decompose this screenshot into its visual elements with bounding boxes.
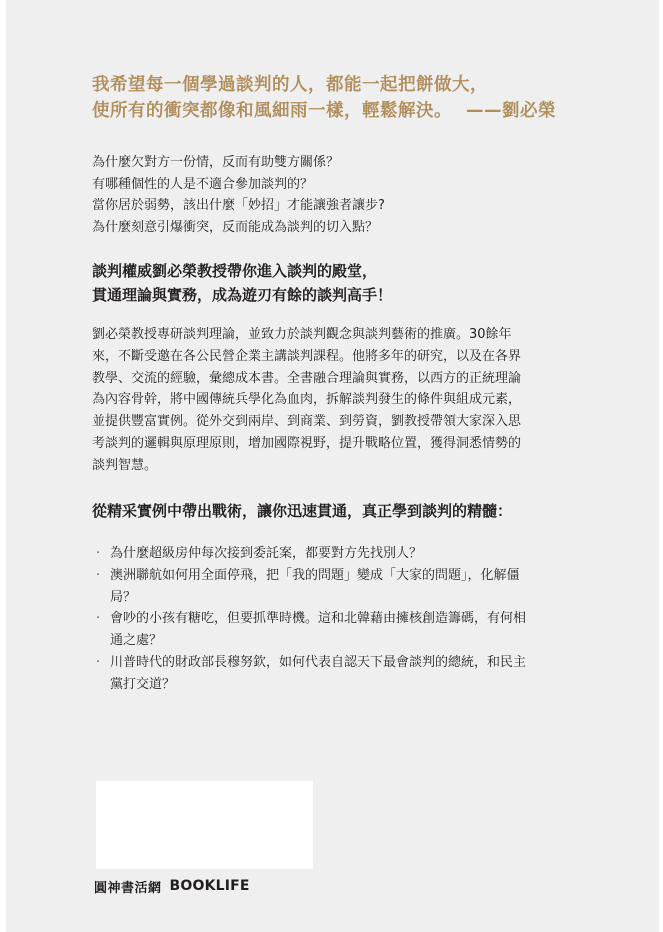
publisher-chinese-name: 圓神書活網 (94, 880, 162, 896)
paragraph-line: 劉必榮教授專研談判理論，並致力於談判觀念與談判藝術的推廣。30餘年 (92, 327, 512, 342)
paragraph-line: 考談判的邏輯與原理原則，增加國際視野，提升戰略位置，獲得洞悉情勢的 (92, 435, 522, 451)
list-item (96, 652, 592, 696)
bullet-dot: · (96, 546, 101, 561)
quote-line-2-text: 使所有的衝突都像和風細雨一樣，輕鬆解決。 (92, 101, 452, 121)
list-item-line: 會吵的小孩有糖吃，但要抓準時機。這和北韓藉由擁核創造籌碼，有何相 (110, 611, 527, 627)
question-item: 為什麼刻意引爆衝突，反而能成為談判的切入點？ (92, 219, 379, 235)
headline-line-2: 貫通理論與實務，成為遊刃有餘的談判高手！ (92, 286, 393, 304)
list-item-line: 澳洲聯航如何用全面停飛，把「我的問題」變成「大家的問題」，化解僵 (110, 567, 520, 583)
paragraph-line: 談判智慧。 (92, 457, 158, 473)
question-list (92, 152, 592, 238)
quote-author: ——劉必榮 (466, 101, 556, 121)
list-item-line: 黨打交道？ (110, 676, 176, 692)
list-item-line: 為什麼超級房仲每次接到委託案，都要對方先找別人？ (110, 546, 423, 561)
question-item: 有哪種個性的人是不適合參加談判的？ (92, 176, 314, 192)
list-item-line: 川普時代的財政部長穆努欽，如何代表自認天下最會談判的總統，和民主 (110, 654, 527, 670)
bullet-dot: · (96, 611, 101, 627)
list-item (96, 543, 592, 565)
quote-line-2 (92, 98, 592, 124)
bullet-dot: · (96, 567, 101, 583)
list-item (96, 565, 592, 609)
list-item (96, 608, 592, 652)
paragraph-line: 為內容骨幹，將中國傳統兵學化為血肉，拆解談判發生的條件與組成元素， (92, 392, 522, 408)
subheading: 從精采實例中帶出戰術，讓你迅速貫通，真正學到談判的精髓： (92, 502, 513, 520)
publisher-logo (94, 876, 250, 896)
bullet-dot: · (96, 654, 101, 670)
author-quote (92, 72, 592, 124)
paragraph-line: 教學、交流的經驗，彙總成本書。全書融合理論與實務，以西方的正統理論 (92, 370, 522, 386)
paragraph-line: 並提供豐富實例。從外交到兩岸、到商業、到勞資，劉教授帶領大家深入思 (92, 414, 522, 430)
question-item: 為什麼欠對方一份情，反而有助雙方關係？ (92, 155, 340, 170)
barcode-area (96, 781, 313, 869)
list-item-line: 局？ (110, 589, 137, 605)
list-item-line: 通之處？ (110, 633, 163, 649)
quote-line-1: 我希望每一個學過談判的人，都能一起把餅做大， (92, 75, 488, 95)
headline (92, 259, 592, 307)
paragraph-line: 來，不斷受邀在各公民營企業主講談判課程。他將多年的研究，以及在各界 (92, 348, 522, 364)
example-list (96, 543, 592, 696)
question-item: 當你居於弱勢，該出什麼「妙招」才能讓強者讓步? (92, 198, 385, 213)
publisher-english-name: BOOKLIFE (169, 878, 250, 894)
headline-line-1: 談判權威劉必榮教授帶你進入談判的殿堂， (92, 262, 378, 280)
description-paragraph (92, 324, 586, 477)
